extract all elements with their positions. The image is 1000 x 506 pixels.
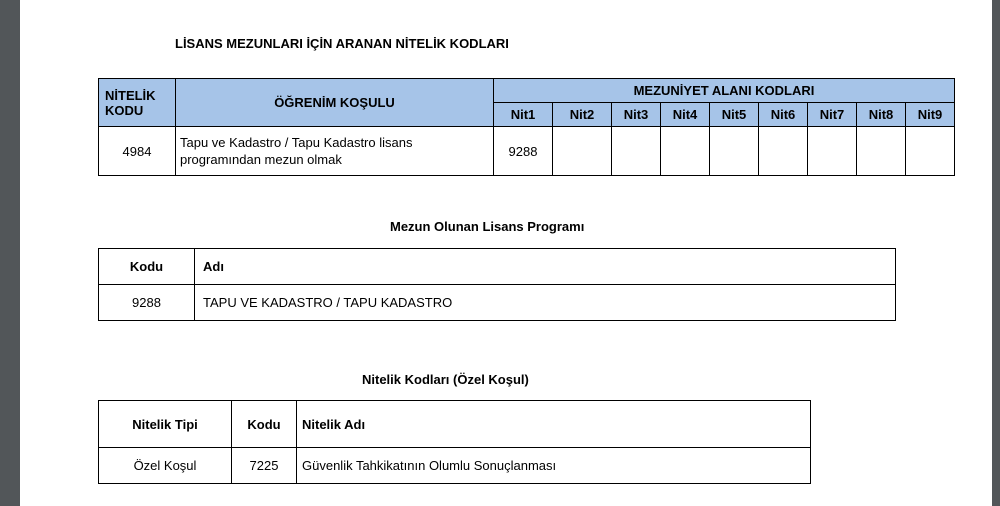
cell-adi: TAPU VE KADASTRO / TAPU KADASTRO	[195, 285, 896, 321]
header-nit7: Nit7	[808, 103, 857, 127]
qualification-codes-table	[98, 78, 955, 176]
cell-nit7	[808, 127, 857, 176]
cell-nitelik-adi: Güvenlik Tahkikatının Olumlu Sonuçlanması	[297, 448, 811, 484]
cell-kodu: 7225	[232, 448, 297, 484]
header-nit1: Nit1	[494, 103, 553, 127]
document-page	[20, 0, 992, 506]
header-nitelik-tipi: Nitelik Tipi	[99, 401, 232, 448]
cell-nitelik-tipi: Özel Koşul	[99, 448, 232, 484]
header-ogrenim-kosulu: ÖĞRENİM KOŞULU	[176, 79, 494, 127]
header-nitelik-adi: Nitelik Adı	[297, 401, 811, 448]
header-nit2: Nit2	[553, 103, 612, 127]
page-title: LİSANS MEZUNLARI İÇİN ARANAN NİTELİK KODLARI	[175, 36, 509, 51]
header-kodu: Kodu	[232, 401, 297, 448]
viewer-scrollbar[interactable]	[992, 0, 1000, 506]
section-heading-lisans-programi: Mezun Olunan Lisans Programı	[390, 219, 585, 234]
header-nit6: Nit6	[759, 103, 808, 127]
table-row	[99, 448, 811, 484]
table-row	[99, 285, 896, 321]
cell-nit3	[612, 127, 661, 176]
cell-ogrenim-kosulu: Tapu ve Kadastro / Tapu Kadastro lisans programından mezun olmak	[176, 127, 494, 176]
header-kodu: Kodu	[99, 249, 195, 285]
cell-nit4	[661, 127, 710, 176]
cell-nit1: 9288	[494, 127, 553, 176]
header-nit8: Nit8	[857, 103, 906, 127]
header-nit5: Nit5	[710, 103, 759, 127]
cell-nit9	[906, 127, 955, 176]
section-heading-ozel-kosul: Nitelik Kodları (Özel Koşul)	[362, 372, 529, 387]
cell-nit2	[553, 127, 612, 176]
header-nit4: Nit4	[661, 103, 710, 127]
header-nit9: Nit9	[906, 103, 955, 127]
cell-nitelik-kodu: 4984	[99, 127, 176, 176]
lisans-programi-table	[98, 248, 896, 321]
table-row	[99, 127, 955, 176]
cell-nit8	[857, 127, 906, 176]
viewer-background-left	[0, 0, 20, 506]
header-nit3: Nit3	[612, 103, 661, 127]
cell-nit6	[759, 127, 808, 176]
header-adi: Adı	[195, 249, 896, 285]
header-mezuniyet-alani: MEZUNİYET ALANI KODLARI	[494, 79, 955, 103]
ozel-kosul-table	[98, 400, 811, 484]
header-nitelik-kodu: NİTELİK KODU	[99, 79, 176, 127]
cell-nit5	[710, 127, 759, 176]
cell-kodu: 9288	[99, 285, 195, 321]
